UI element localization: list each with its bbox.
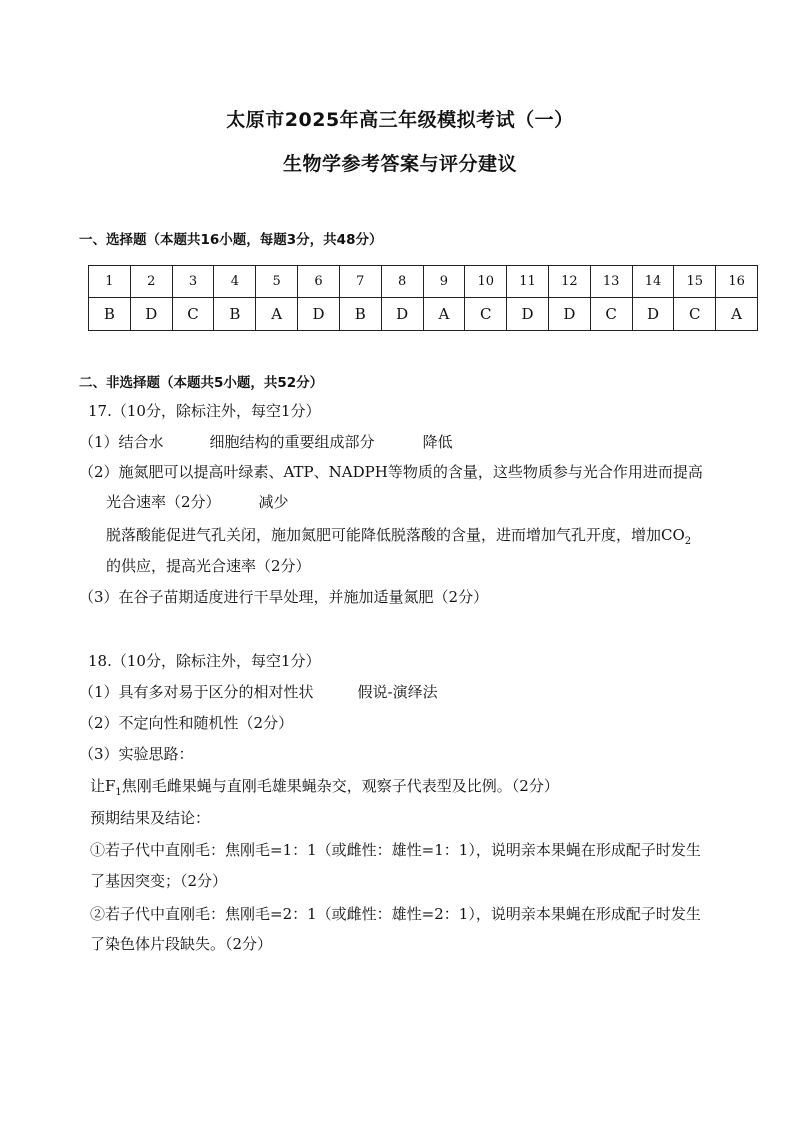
q18-part2: （2）不定向性和随机性（2分） — [79, 714, 294, 732]
question-number-cell: 5 — [256, 266, 298, 298]
q17-part2-answer-b: 减少 — [258, 493, 289, 511]
q18-result1-line1: ①若子代中直刚毛：焦刚毛=1：1（或雌性：雄性=1：1），说明亲本果蝇在形成配子时发生 — [90, 841, 701, 859]
q18-result1-line2: 了基因突变；（2分） — [90, 872, 228, 890]
question-number-cell: 6 — [298, 266, 340, 298]
q17-part1-answer-c: 降低 — [422, 433, 453, 451]
question-number-cell: 15 — [674, 266, 716, 298]
page-title: 太原市2025年高三年级模拟考试（一） — [226, 109, 574, 131]
answer-letter-cell: B — [214, 298, 256, 331]
section1-heading: 一、选择题（本题共16小题，每题3分，共48分） — [79, 232, 383, 248]
answer-letter-cell: D — [548, 298, 590, 331]
q17-part1 — [79, 432, 453, 452]
q17-header: 17.（10分，除标注外，每空1分） — [88, 402, 321, 420]
question-number-cell: 7 — [339, 266, 381, 298]
answer-letter-cell: C — [674, 298, 716, 331]
q18-idea-prefix: 让F — [90, 777, 116, 795]
q17-part3: （3）在谷子苗期适度进行干旱处理，并施加适量氮肥（2分） — [79, 588, 489, 606]
q18-idea-text: 焦刚毛雌果蝇与直刚毛雄果蝇杂交，观察子代表型及比例。（2分） — [121, 777, 559, 795]
question-number-cell: 4 — [214, 266, 256, 298]
q17-part2-line1: （2）施氮肥可以提高叶绿素、ATP、NADPH等物质的含量，这些物质参与光合作用进而提高 — [79, 463, 703, 481]
q17-part2-line3 — [106, 525, 691, 552]
question-number-cell: 2 — [130, 266, 172, 298]
q17-part2-answer-a: 光合速率（2分） — [106, 493, 221, 511]
q17-part2-explanation: 脱落酸能促进气孔关闭，施加氮肥可能降低脱落酸的含量，进而增加气孔开度，增加CO — [106, 526, 685, 544]
answer-letter-cell: D — [632, 298, 674, 331]
answer-table — [88, 265, 758, 331]
f1-subscript: 1 — [115, 787, 122, 798]
answer-letter-cell: C — [172, 298, 214, 331]
question-number-cell: 16 — [716, 266, 758, 298]
question-number-cell: 10 — [465, 266, 507, 298]
question-number-cell: 13 — [590, 266, 632, 298]
answer-letter-cell: B — [89, 298, 131, 331]
q18-part1-answer-b: 假说-演绎法 — [357, 683, 438, 701]
question-number-cell: 1 — [89, 266, 131, 298]
q17-part1-answer-a: （1）结合水 — [79, 433, 164, 451]
answer-letter-cell: D — [130, 298, 172, 331]
question-number-cell: 14 — [632, 266, 674, 298]
question-number-row — [89, 266, 758, 298]
q17-part1-answer-b: 细胞结构的重要组成部分 — [209, 433, 375, 451]
answer-letter-cell: D — [507, 298, 549, 331]
co2-subscript: 2 — [684, 536, 692, 547]
question-number-cell: 11 — [507, 266, 549, 298]
q18-result2-line1: ②若子代中直刚毛：焦刚毛=2：1（或雌性：雄性=2：1），说明亲本果蝇在形成配子时发生 — [90, 905, 701, 923]
question-number-cell: 12 — [548, 266, 590, 298]
answer-letter-cell: D — [298, 298, 340, 331]
answer-letter-cell: B — [339, 298, 381, 331]
answer-letter-cell: C — [590, 298, 632, 331]
answer-letter-cell: A — [256, 298, 298, 331]
answer-letter-row — [89, 298, 758, 331]
question-number-cell: 8 — [381, 266, 423, 298]
answer-letter-cell: D — [381, 298, 423, 331]
q17-part2-line2 — [106, 492, 289, 512]
question-number-cell: 9 — [423, 266, 465, 298]
q18-part1 — [79, 682, 438, 702]
q17-part2-line4: 的供应，提高光合速率（2分） — [106, 557, 311, 575]
q18-header: 18.（10分，除标注外，每空1分） — [88, 652, 321, 670]
answer-letter-cell: A — [716, 298, 758, 331]
answer-letter-cell: A — [423, 298, 465, 331]
q18-result2-line2: 了染色体片段缺失。（2分） — [90, 935, 273, 953]
answer-letter-cell: C — [465, 298, 507, 331]
q18-part1-answer-a: （1）具有多对易于区分的相对性状 — [79, 683, 314, 701]
page-subtitle: 生物学参考答案与评分建议 — [282, 153, 517, 175]
q18-part3: （3）实验思路： — [79, 745, 194, 763]
q18-experiment-idea — [90, 776, 559, 803]
q18-expected-heading: 预期结果及结论： — [90, 809, 211, 827]
question-number-cell: 3 — [172, 266, 214, 298]
section2-heading: 二、非选择题（本题共5小题，共52分） — [79, 375, 324, 391]
